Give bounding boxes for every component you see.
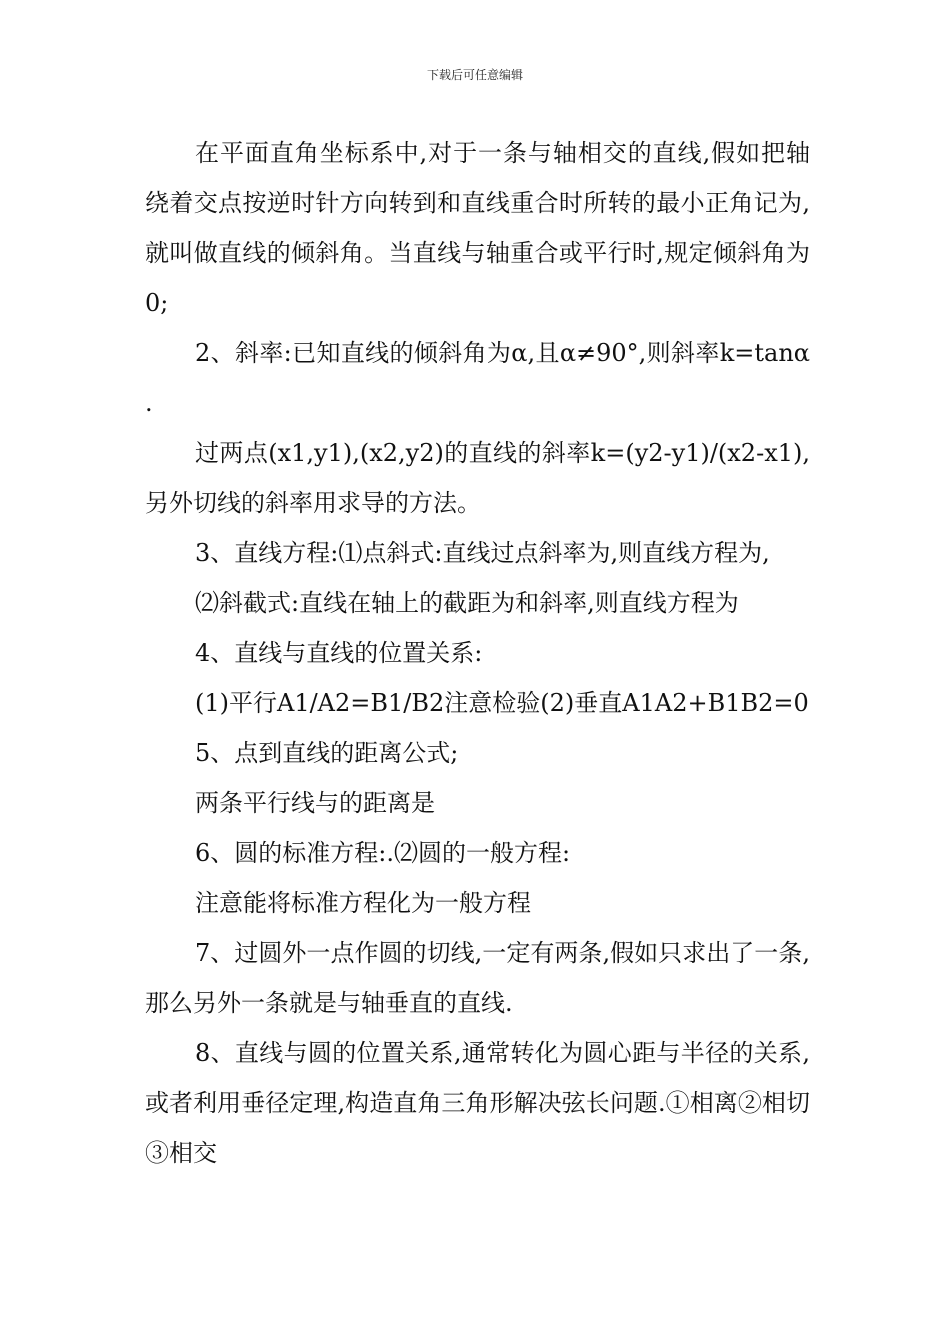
paragraph-tangent-lines: 7、过圆外一点作圆的切线,一定有两条,假如只求出了一条,那么另外一条就是与轴垂直的直线. xyxy=(145,939,810,1017)
paragraph-line-circle-relations: 8、直线与圆的位置关系,通常转化为圆心距与半径的关系,或者利用垂径定理,构造直角三角形解决弦长问题.①相离②相切③相交 xyxy=(145,1039,810,1167)
paragraph-convert-equation: 注意能将标准方程化为一般方程 xyxy=(195,889,531,917)
paragraph-line-relations: 4、直线与直线的位置关系: xyxy=(195,639,483,667)
paragraph-parallel-line-distance: 两条平行线与的距离是 xyxy=(195,789,435,817)
paragraph-point-slope-form: 3、直线方程:⑴点斜式:直线过点斜率为,则直线方程为, xyxy=(195,539,770,567)
document-body xyxy=(145,128,810,1178)
paragraph-slope: 2、斜率:已知直线的倾斜角为α,且α≠90°,则斜率k=tanα. xyxy=(145,339,810,417)
paragraph-point-line-distance: 5、点到直线的距离公式; xyxy=(195,739,459,767)
paragraph-slope-intercept-form: ⑵斜截式:直线在轴上的截距为和斜率,则直线方程为 xyxy=(195,589,739,617)
paragraph-circle-equations: 6、圆的标准方程:.⑵圆的一般方程: xyxy=(195,839,571,867)
page-header: 下载后可任意编辑 xyxy=(426,68,523,82)
paragraph-parallel-perpendicular: (1)平行A1/A2=B1/B2注意检验(2)垂直A1A2+B1B2=0 xyxy=(195,689,809,717)
paragraph-two-point-slope: 过两点(x1,y1),(x2,y2)的直线的斜率k=(y2-y1)/(x2-x1),另外切线的斜率用求导的方法。 xyxy=(145,439,810,517)
paragraph-inclination-angle: 在平面直角坐标系中,对于一条与轴相交的直线,假如把轴绕着交点按逆时针方向转到和直线重合时所转的最小正角记为,就叫做直线的倾斜角。当直线与轴重合或平行时,规定倾斜角为0; xyxy=(145,139,810,317)
